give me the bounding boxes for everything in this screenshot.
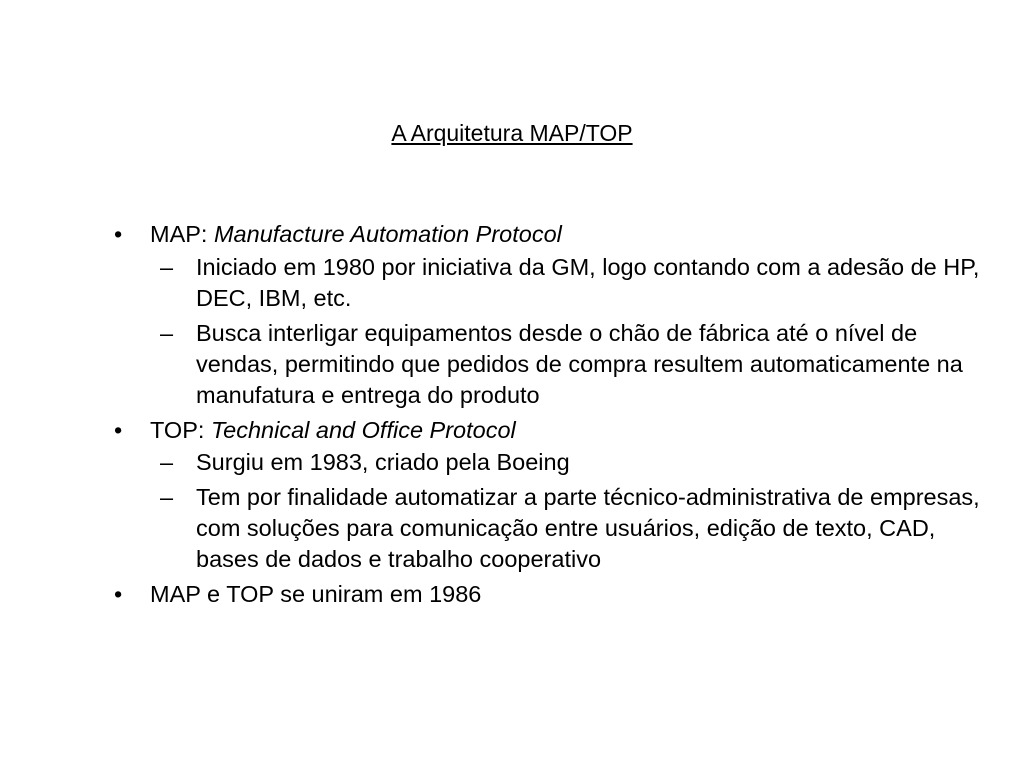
dash-marker: –: [160, 253, 174, 280]
bullet-union-text: MAP e TOP se uniram em 1986: [150, 581, 482, 607]
slide-content: [110, 219, 980, 612]
bullet-map: [110, 219, 980, 250]
dash-marker: –: [160, 319, 174, 346]
bullet-top-italic: Technical and Office Protocol: [210, 416, 516, 443]
bullet-map-prefix: MAP:: [150, 221, 214, 247]
dash-marker: –: [160, 449, 174, 475]
bullet-top: [110, 415, 980, 446]
top-sub-list: [110, 447, 980, 575]
bullet-marker: •: [114, 581, 123, 607]
slide-title: A Arquitetura MAP/TOP: [391, 120, 633, 146]
bullet-marker: •: [114, 221, 123, 247]
dash-marker: –: [160, 484, 174, 510]
sub-item-map-1: [110, 252, 980, 314]
sub-item-map-2-text: Busca interligar equipamentos desde o chão de fábrica até o nível de vendas, permitindo que pedidos de compra resultem automaticamente na manufatura e entrega do produto: [196, 319, 963, 408]
sub-item-top-1: [110, 447, 980, 478]
bullet-marker: •: [114, 416, 123, 443]
bullet-union: [110, 579, 980, 610]
map-sub-list: [110, 252, 980, 411]
bullet-map-italic: Manufacture Automation Protocol: [213, 221, 562, 247]
sub-item-top-2: [110, 482, 980, 575]
sub-item-map-1-text: Iniciado em 1980 por iniciativa da GM, logo contando com a adesão de HP, DEC, IBM, etc.: [196, 253, 980, 311]
sub-item-top-2-text: Tem por finalidade automatizar a parte técnico-administrativa de empresas, com soluções para comunicação entre usuários, edição de texto, CAD, bases de dados e trabalho cooperativo: [196, 484, 980, 572]
sub-item-top-1-text: Surgiu em 1983, criado pela Boeing: [196, 449, 570, 475]
bullet-top-prefix: TOP:: [150, 416, 211, 443]
sub-item-map-2: [110, 318, 980, 411]
